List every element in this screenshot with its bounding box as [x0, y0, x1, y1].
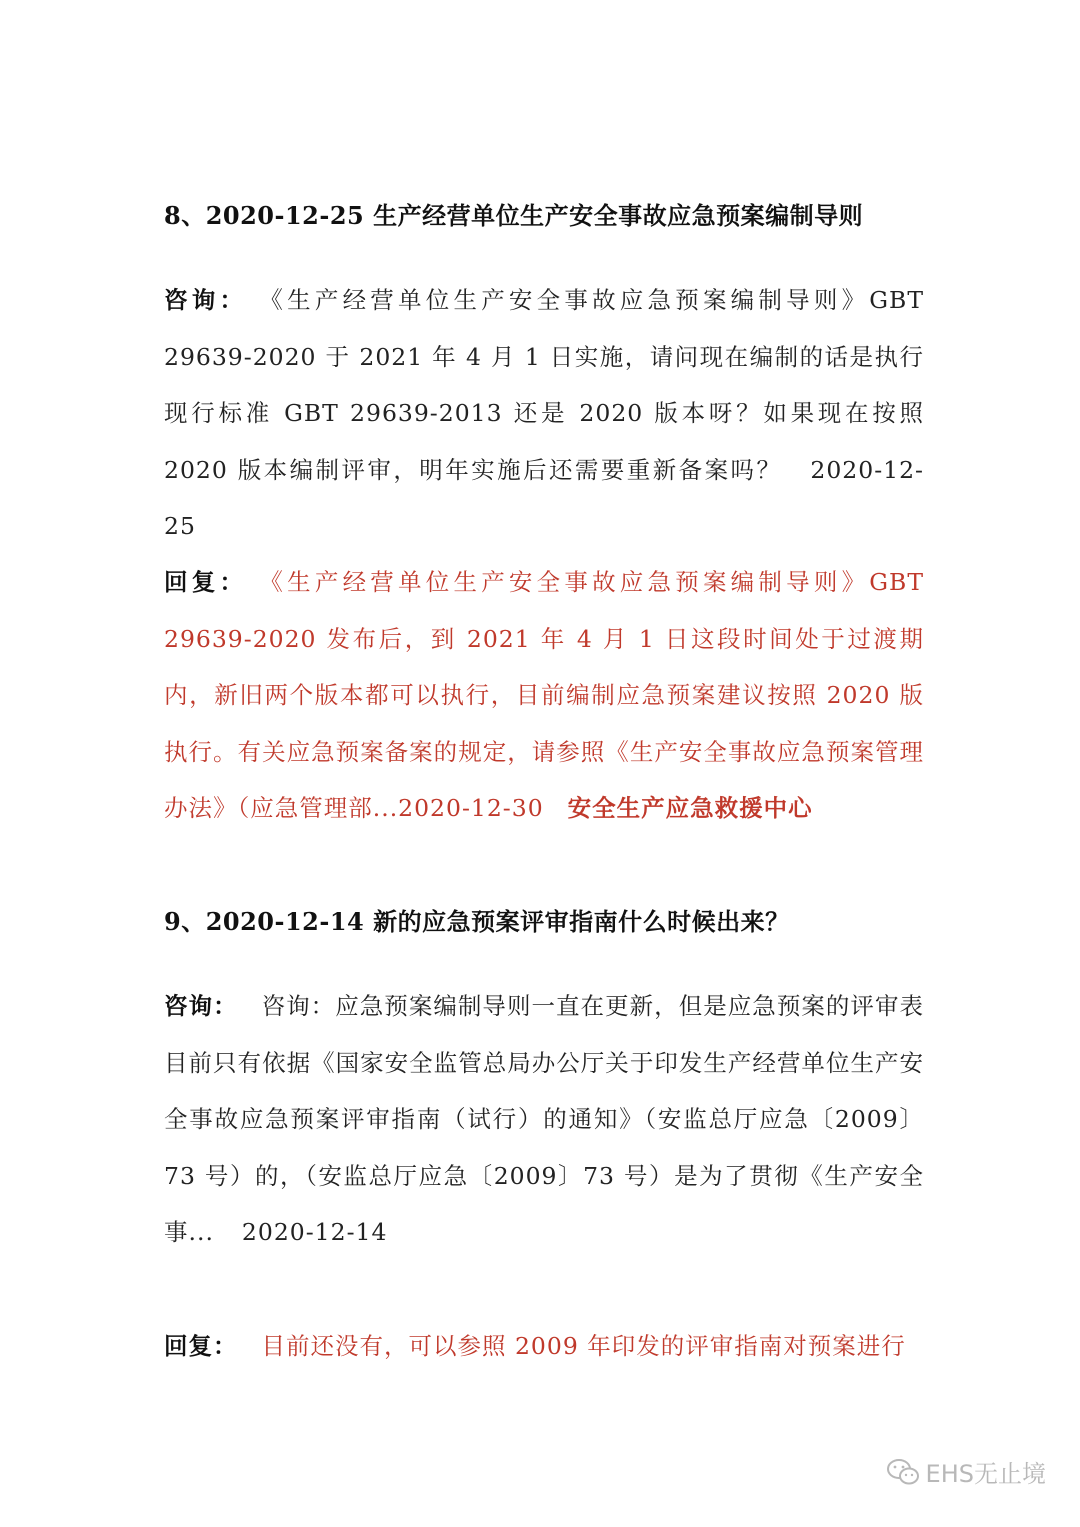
- reply-label: 回复：: [164, 1332, 238, 1360]
- question-label: 咨询：: [164, 992, 238, 1020]
- wechat-icon: [886, 1458, 920, 1486]
- reply-org: 安全生产应急救援中心: [567, 794, 813, 822]
- item-8-reply: [164, 554, 924, 837]
- reply-text: 目前还没有，可以参照 2009 年印发的评审指南对预案进行: [261, 1332, 906, 1360]
- item-9-heading: 9、2020-12-14 新的应急预案评审指南什么时候出来？: [164, 907, 790, 936]
- reply-text: 《生产经营单位生产安全事故应急预案编制导则》GBT 29639-2020 发布后，到 2021 年 4 月 1 日这段时间处于过渡期内，新旧两个版本都可以执行，目前编制应急预案建议按照 2020 版执行。有关应急预案备案的规定，请参照《生产安全事故应急预案管理办法》（应急管理部...2020-12-30: [164, 568, 925, 822]
- watermark-text: EHS无止境: [925, 1460, 1046, 1488]
- question-text: 《生产经营单位生产安全事故应急预案编制导则》GBT 29639-2020 于 2021 年 4 月 1 日实施，请问现在编制的话是执行现行标准 GBT 29639-2013 还是 2020 版本呀？如果现在按照 2020 版本编制评审，明年实施后还需要重新备案吗？: [164, 286, 925, 484]
- item-8-heading: 8、2020-12-25 生产经营单位生产安全事故应急预案编制导则: [164, 201, 864, 230]
- item-9-reply: [164, 1318, 924, 1375]
- question-date: 2020-12-14: [241, 1218, 388, 1246]
- watermark: [886, 1454, 1046, 1489]
- reply-label: 回复：: [164, 568, 248, 596]
- question-text: 咨询：应急预案编制导则一直在更新，但是应急预案的评审表目前只有依据《国家安全监管总局办公厅关于印发生产经营单位生产安全事故应急预案评审指南（试行）的通知》（安监总厅应急〔2009〕73 号）的，（安监总厅应急〔2009〕73 号）是为了贯彻《生产安全事...: [164, 992, 925, 1246]
- question-label: 咨询：: [164, 286, 248, 314]
- item-9-question: [164, 978, 924, 1261]
- item-8-question: [164, 272, 924, 555]
- question-date: 2020-12-25: [164, 455, 924, 540]
